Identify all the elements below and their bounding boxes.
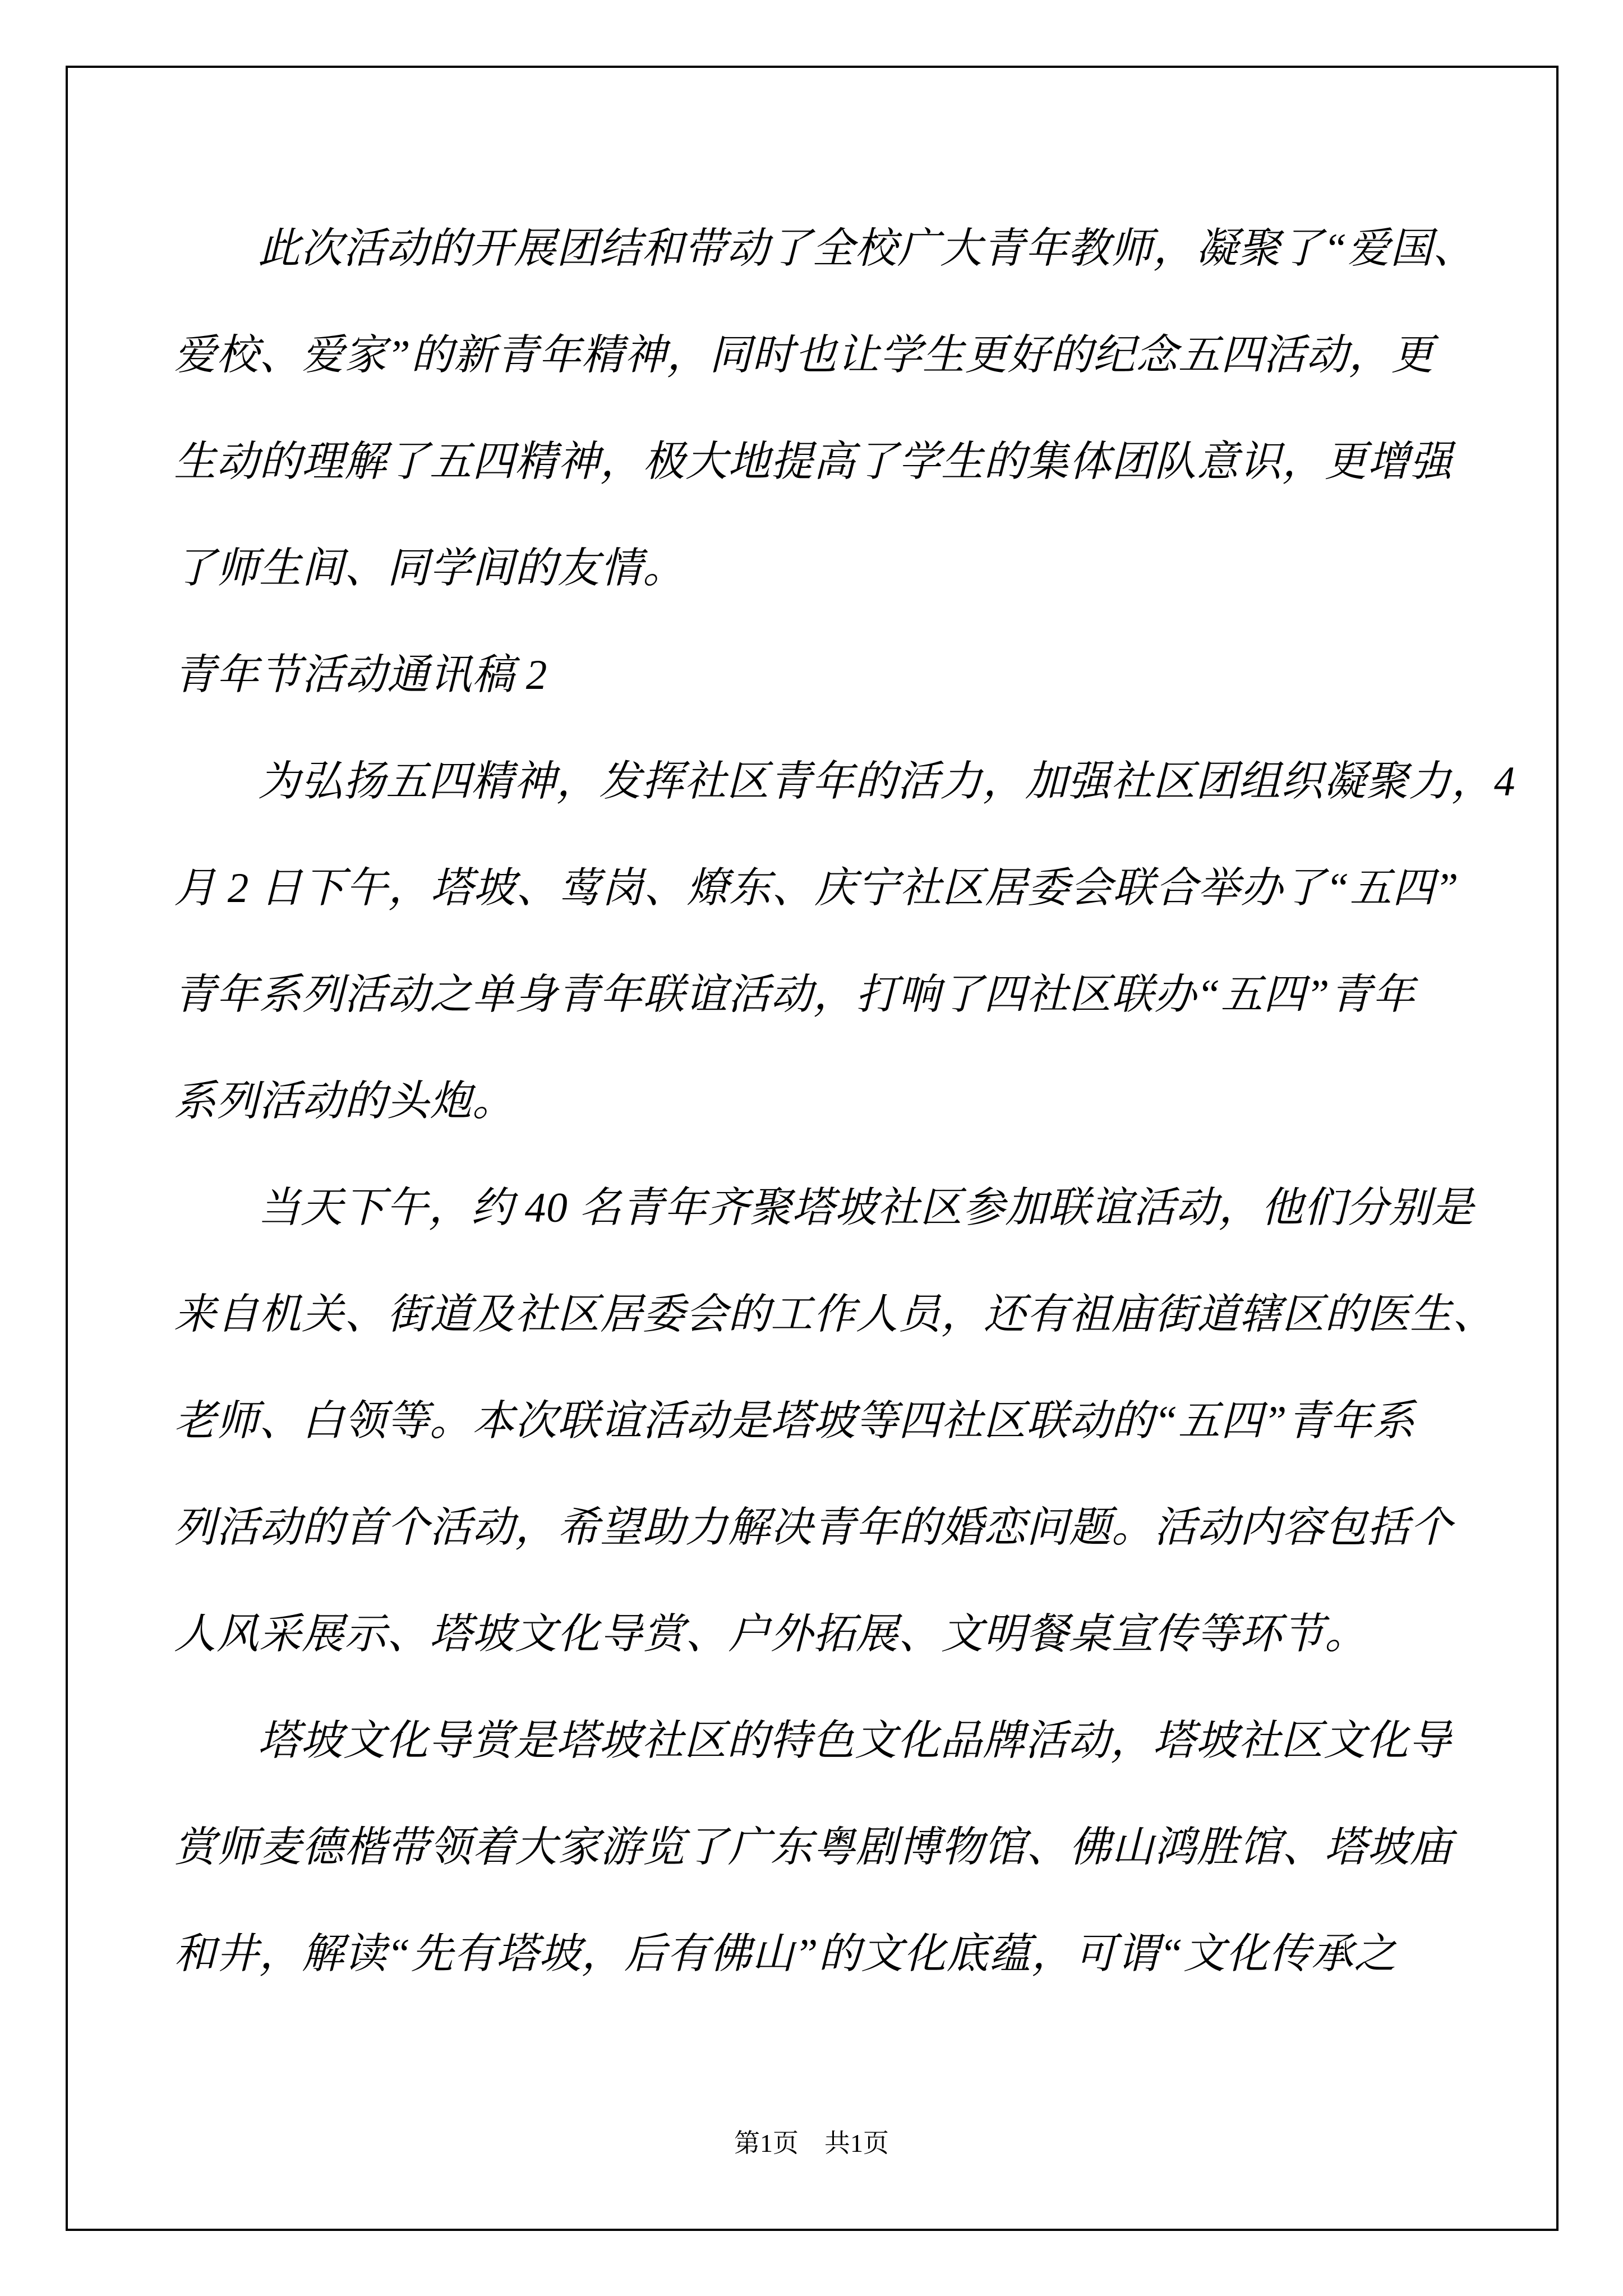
page-footer (0, 2124, 1623, 2163)
text-line: 人风采展示、塔坡文化导赏、户外拓展、文明餐桌宣传等环节。 (174, 1611, 1368, 1658)
text-line: 月 2 日下午，塔坡、莺岗、燎东、庆宁社区居委会联合举办了“五四” (174, 865, 1459, 912)
text-line: 爱校、爱家”的新青年精神，同时也让学生更好的纪念五四活动，更 (174, 332, 1434, 379)
section-heading: 青年节活动通讯稿 2 (174, 652, 548, 698)
text-line: 列活动的首个活动，希望助力解决青年的婚恋问题。活动内容包括个 (174, 1504, 1453, 1551)
text-line: 塔坡文化导赏是塔坡社区的特色文化品牌活动，塔坡社区文化导 (258, 1718, 1452, 1764)
document-body (174, 196, 1516, 2008)
text-line: 老师、白领等。本次联谊活动是塔坡等四社区联动的“五四”青年系 (174, 1398, 1415, 1444)
text-line: 青年系列活动之单身青年联谊活动，打响了四社区联办“五四”青年 (174, 972, 1415, 1018)
text-line: 此次活动的开展团结和带动了全校广大青年教师，凝聚了“爱国、 (258, 226, 1476, 272)
text-line: 来自机关、街道及社区居委会的工作人员，还有祖庙街道辖区的医生、 (174, 1291, 1496, 1338)
text-line: 当天下午，约 40 名青年齐聚塔坡社区参加联谊活动，他们分别是 (258, 1185, 1474, 1231)
text-line: 和井，解读“先有塔坡，后有佛山”的文化底蕴，可谓“文化传承之 (174, 1931, 1397, 1977)
text-line: 赏师麦德楷带领着大家游览了广东粤剧博物馆、佛山鸿胜馆、塔坡庙 (174, 1824, 1453, 1871)
text-line: 系列活动的头炮。 (174, 1078, 515, 1125)
text-line: 为弘扬五四精神，发挥社区青年的活力，加强社区团组织凝聚力，4 (258, 758, 1516, 805)
page-number-indicator: 第1页 共1页 (734, 2129, 889, 2157)
text-line: 了师生间、同学间的友情。 (174, 545, 686, 592)
text-line: 生动的理解了五四精神，极大地提高了学生的集体团队意识，更增强 (174, 439, 1453, 485)
